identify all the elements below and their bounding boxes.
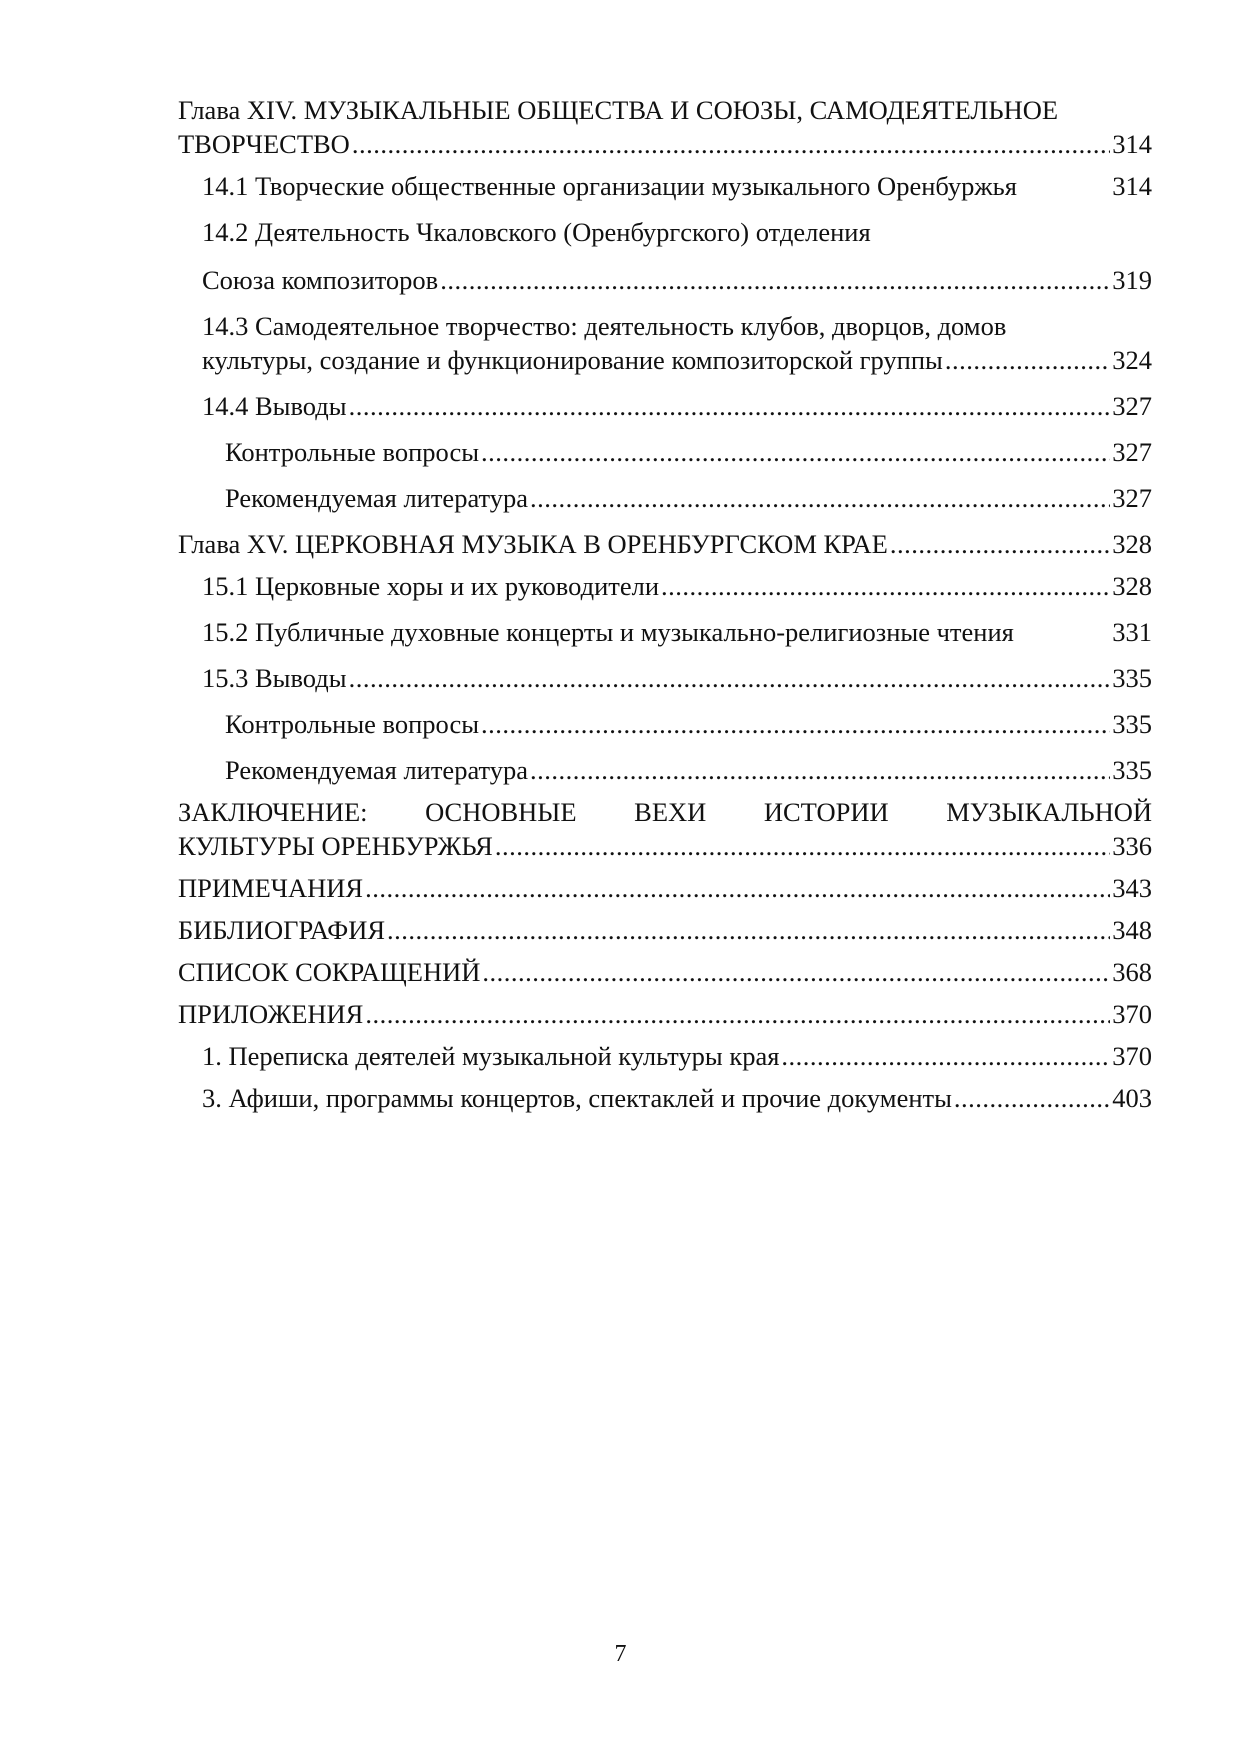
- toc-entry-title: 14.1 Творческие общественные организации музыкального Оренбуржья: [202, 171, 1017, 201]
- toc-entry-title-line2: культуры, создание и функционирование композиторской группы: [202, 345, 943, 375]
- toc-entry-title: 15.2 Публичные духовные концерты и музыкально-религиозные чтения: [202, 617, 1014, 647]
- toc-entry-conclusion[interactable]: [178, 795, 1152, 863]
- dot-leader: [349, 661, 1111, 695]
- dot-leader: [530, 481, 1110, 515]
- toc-entry-title: Контрольные вопросы: [225, 437, 480, 467]
- toc-entry-recommended-reading-14[interactable]: [178, 481, 1152, 515]
- dot-leader: [481, 707, 1110, 741]
- title-word: ЗАКЛЮЧЕНИЕ:: [178, 797, 368, 827]
- toc-entry-title: БИБЛИОГРАФИЯ: [178, 915, 386, 945]
- toc-entry-review-questions-15[interactable]: [178, 707, 1152, 741]
- toc-page-number: 335: [1112, 663, 1152, 693]
- toc-entry-abbreviations[interactable]: [178, 955, 1152, 989]
- dot-leader: [661, 569, 1110, 603]
- toc-page-number: 314: [1112, 129, 1152, 159]
- dot-leader: [482, 955, 1110, 989]
- toc-entry-title-line2: ТВОРЧЕСТВО: [178, 129, 350, 159]
- table-of-contents: [178, 93, 1152, 1123]
- dot-leader: [349, 389, 1111, 423]
- toc-entry-title: Контрольные вопросы: [225, 709, 480, 739]
- toc-entry-section-15-3[interactable]: [178, 661, 1152, 695]
- toc-entry-title: Глава XV. ЦЕРКОВНАЯ МУЗЫКА В ОРЕНБУРГСКОМ КРАЕ: [178, 529, 888, 559]
- toc-entry-chapter-15[interactable]: [178, 527, 1152, 561]
- toc-entry-title: 15.3 Выводы: [202, 663, 347, 693]
- toc-page-number: 319: [1112, 265, 1152, 295]
- toc-entry-title-line1: Глава XIV. МУЗЫКАЛЬНЫЕ ОБЩЕСТВА И СОЮЗЫ, САМОДЕЯТЕЛЬНОЕ: [178, 95, 1059, 125]
- dot-leader: [387, 913, 1110, 947]
- toc-page-number: 335: [1112, 755, 1152, 785]
- toc-entry-section-14-1[interactable]: [178, 169, 1152, 203]
- dot-leader: [954, 1081, 1110, 1115]
- toc-entry-title-line2: КУЛЬТУРЫ ОРЕНБУРЖЬЯ: [178, 831, 493, 861]
- toc-entry-bibliography[interactable]: [178, 913, 1152, 947]
- toc-entry-section-14-4[interactable]: [178, 389, 1152, 423]
- toc-entry-title-line1: 14.2 Деятельность Чкаловского (Оренбургского) отделения: [202, 217, 871, 247]
- toc-page-number: 336: [1112, 831, 1152, 861]
- toc-entry-section-15-2[interactable]: [178, 615, 1152, 649]
- toc-entry-title: 3. Афиши, программы концертов, спектаклей и прочие документы: [202, 1083, 952, 1113]
- toc-entry-section-14-3[interactable]: [178, 309, 1152, 377]
- toc-page-number: 368: [1112, 957, 1152, 987]
- toc-page-number: 327: [1112, 391, 1152, 421]
- toc-page-number: 335: [1112, 709, 1152, 739]
- toc-entry-notes[interactable]: [178, 871, 1152, 905]
- toc-page-number: 348: [1112, 915, 1152, 945]
- toc-page-number: 327: [1112, 437, 1152, 467]
- dot-leader: [945, 343, 1110, 377]
- toc-entry-recommended-reading-15[interactable]: [178, 753, 1152, 787]
- toc-page-number: 328: [1112, 571, 1152, 601]
- title-word: МУЗЫКАЛЬНОЙ: [946, 797, 1152, 827]
- toc-page-number: 324: [1112, 345, 1152, 375]
- toc-entry-title-line2: Союза композиторов: [202, 265, 439, 295]
- dot-leader: [781, 1039, 1110, 1073]
- toc-entry-title: 1. Переписка деятелей музыкальной культуры края: [202, 1041, 780, 1071]
- toc-entry-title: ПРИЛОЖЕНИЯ: [178, 999, 364, 1029]
- toc-entry-title: Рекомендуемая литература: [225, 755, 529, 785]
- toc-entry-appendix-1[interactable]: [178, 1039, 1152, 1073]
- toc-page-number: 328: [1112, 529, 1152, 559]
- toc-entry-title-line1: [178, 795, 1152, 829]
- dot-leader: [495, 829, 1110, 863]
- toc-entry-review-questions-14[interactable]: [178, 435, 1152, 469]
- toc-entry-title: 14.4 Выводы: [202, 391, 347, 421]
- dot-leader: [890, 527, 1110, 561]
- toc-entry-appendix-3[interactable]: [178, 1081, 1152, 1115]
- dot-leader: [481, 435, 1110, 469]
- toc-page-number: 370: [1112, 1041, 1152, 1071]
- title-word: ВЕХИ: [634, 797, 707, 827]
- toc-entry-chapter-14[interactable]: [178, 93, 1152, 161]
- toc-entry-title: 15.1 Церковные хоры и их руководители: [202, 571, 660, 601]
- title-word: ОСНОВНЫЕ: [425, 797, 577, 827]
- toc-page-number: 331: [1112, 617, 1152, 647]
- toc-page-number: 370: [1112, 999, 1152, 1029]
- dot-leader: [352, 127, 1110, 161]
- toc-page-number: 327: [1112, 483, 1152, 513]
- toc-entry-section-14-2[interactable]: [178, 215, 1152, 297]
- toc-entry-title: ПРИМЕЧАНИЯ: [178, 873, 364, 903]
- page-number: 7: [614, 1641, 627, 1667]
- dot-leader: [530, 753, 1110, 787]
- toc-page-number: 343: [1112, 873, 1152, 903]
- toc-entry-title: Рекомендуемая литература: [225, 483, 529, 513]
- dot-leader: [440, 263, 1110, 297]
- toc-entry-appendices[interactable]: [178, 997, 1152, 1031]
- toc-entry-section-15-1[interactable]: [178, 569, 1152, 603]
- dot-leader: [365, 997, 1110, 1031]
- toc-entry-title-line1: 14.3 Самодеятельное творчество: деятельность клубов, дворцов, домов: [202, 311, 1007, 341]
- toc-page-number: 314: [1112, 171, 1152, 201]
- title-word: ИСТОРИИ: [763, 797, 889, 827]
- toc-page-number: 403: [1112, 1083, 1152, 1113]
- dot-leader: [365, 871, 1110, 905]
- toc-entry-title: СПИСОК СОКРАЩЕНИЙ: [178, 957, 481, 987]
